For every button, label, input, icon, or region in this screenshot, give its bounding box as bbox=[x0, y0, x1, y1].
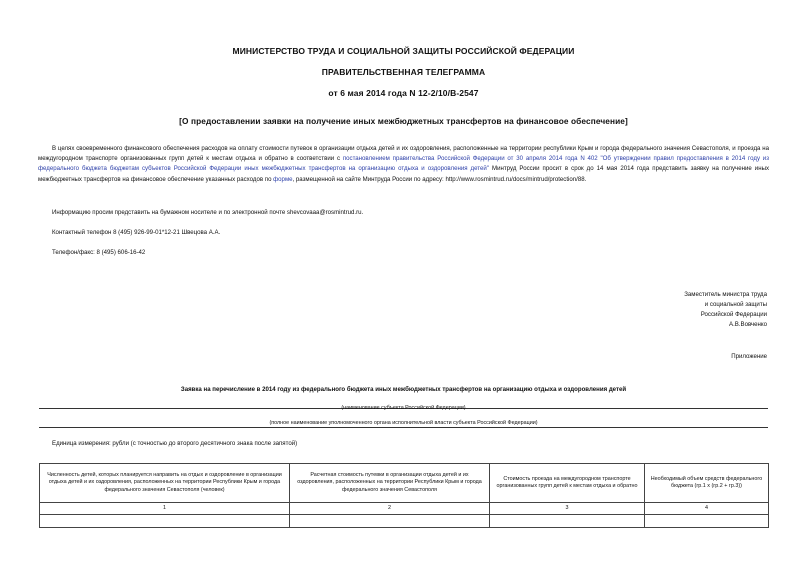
request-title: Заявка на перечисление в 2014 году из федерального бюджета иных межбюджетных трансфертов на организацию отдыха и оздоровления детей bbox=[180, 386, 627, 393]
request-table bbox=[39, 463, 769, 528]
unit-line: Единица измерения: рубли (с точностью до второго десятичного знака после запятой) bbox=[52, 440, 298, 447]
signature-line: и социальной защиты bbox=[704, 301, 767, 309]
table-number-row bbox=[40, 503, 769, 515]
signature-block bbox=[684, 290, 767, 330]
signature-line: Российской Федерации bbox=[700, 311, 767, 319]
resolution-link[interactable]: постановлением правительства Российской Федерации от 30 апреля 2014 года N 402 "Об утверждении правил предоставления в 2014 году из федерального бюджета бюджетам субъектов Российской Федерации иных межбюджетных трансфертов на организацию отдыха и оздоровления детей" bbox=[38, 155, 770, 173]
main-paragraph bbox=[38, 144, 769, 185]
table-header-cell: Расчетная стоимость путевки в организации отдыха детей и их оздоровления, расположенных на территории Республики Крым и города федерального значения Севастополя bbox=[290, 464, 490, 503]
form-link[interactable]: форме bbox=[273, 175, 293, 183]
table-header-cell: Стоимость проезда на междугородном транспорте организованных групп детей к местам отдыха и обратно bbox=[490, 464, 645, 503]
signature-line: Заместитель министра труда bbox=[684, 291, 767, 298]
table-cell bbox=[40, 515, 290, 528]
ministry-title: МИНИСТЕРСТВО ТРУДА И СОЦИАЛЬНОЙ ЗАЩИТЫ РОССИЙСКОЙ ФЕДЕРАЦИИ bbox=[232, 46, 575, 56]
document-type: ПРАВИТЕЛЬСТВЕННАЯ ТЕЛЕГРАММА bbox=[321, 67, 486, 77]
document-date-number: от 6 мая 2014 года N 12-2/10/В-2547 bbox=[328, 88, 479, 98]
column-number: 4 bbox=[645, 503, 769, 515]
table-cell bbox=[290, 515, 490, 528]
contact-line: Контактный телефон 8 (495) 926-99-01*12-21 Швецова А.А. bbox=[52, 229, 221, 236]
paragraph-text-1: В целях своевременного финансового обеспечения расходов на оплату стоимости путевок в организации отдыха детей и их оздоровления, расположенные на территории республики Крым и города федерального значения Севастополя, и проезда на междугородном транспорте организованных групп детей к местам отдыха и обратно в соответствии с bbox=[38, 145, 769, 163]
table-header-cell: Необходимый объем средств федерального бюджета (гр.1 х (гр.2 + гр.3)) bbox=[645, 464, 769, 503]
table-cell bbox=[645, 515, 769, 528]
paragraph-text-2: Минтруд России просит в срок до 14 мая 2014 года представить заявку на получение иных межбюджетных трансфертов на финансовое обеспечение указанных расходов по bbox=[38, 165, 769, 183]
appendix-label: Приложение bbox=[731, 353, 767, 360]
table-cell bbox=[490, 515, 645, 528]
info-line: Информацию просим представить на бумажном носителе и по электронной почте shevcovaaa@rosmintrud.ru. bbox=[52, 209, 364, 216]
column-number: 3 bbox=[490, 503, 645, 515]
subject-name-caption: (наименование субъекта Российской Федерации) bbox=[341, 405, 466, 411]
column-number: 1 bbox=[40, 503, 290, 515]
signature-name: А.В.Вовченко bbox=[729, 321, 767, 329]
table-header-row bbox=[40, 464, 769, 503]
authority-name-caption: (полное наименование уполномоченного органа исполнительной власти субъекта Российской Федерации) bbox=[269, 420, 538, 426]
fax-line: Телефон/факс: 8 (495) 606-16-42 bbox=[52, 249, 146, 256]
paragraph-text-3: , размещенной на сайте Минтруда России по адресу: http://www.rosmintrud.ru/docs/mintrud/protection/88. bbox=[292, 175, 587, 183]
table-empty-row bbox=[40, 515, 769, 528]
table-header-cell: Численность детей, которых планируется направить на отдых и оздоровление в организации отдыха детей и их оздоровления, расположенных на территории Республики Крым и города федерального значения Севастополя (человек) bbox=[40, 464, 290, 503]
column-number: 2 bbox=[290, 503, 490, 515]
document-subject: [О предоставлении заявки на получение иных межбюджетных трансфертов на финансовое обеспечение] bbox=[179, 116, 628, 126]
